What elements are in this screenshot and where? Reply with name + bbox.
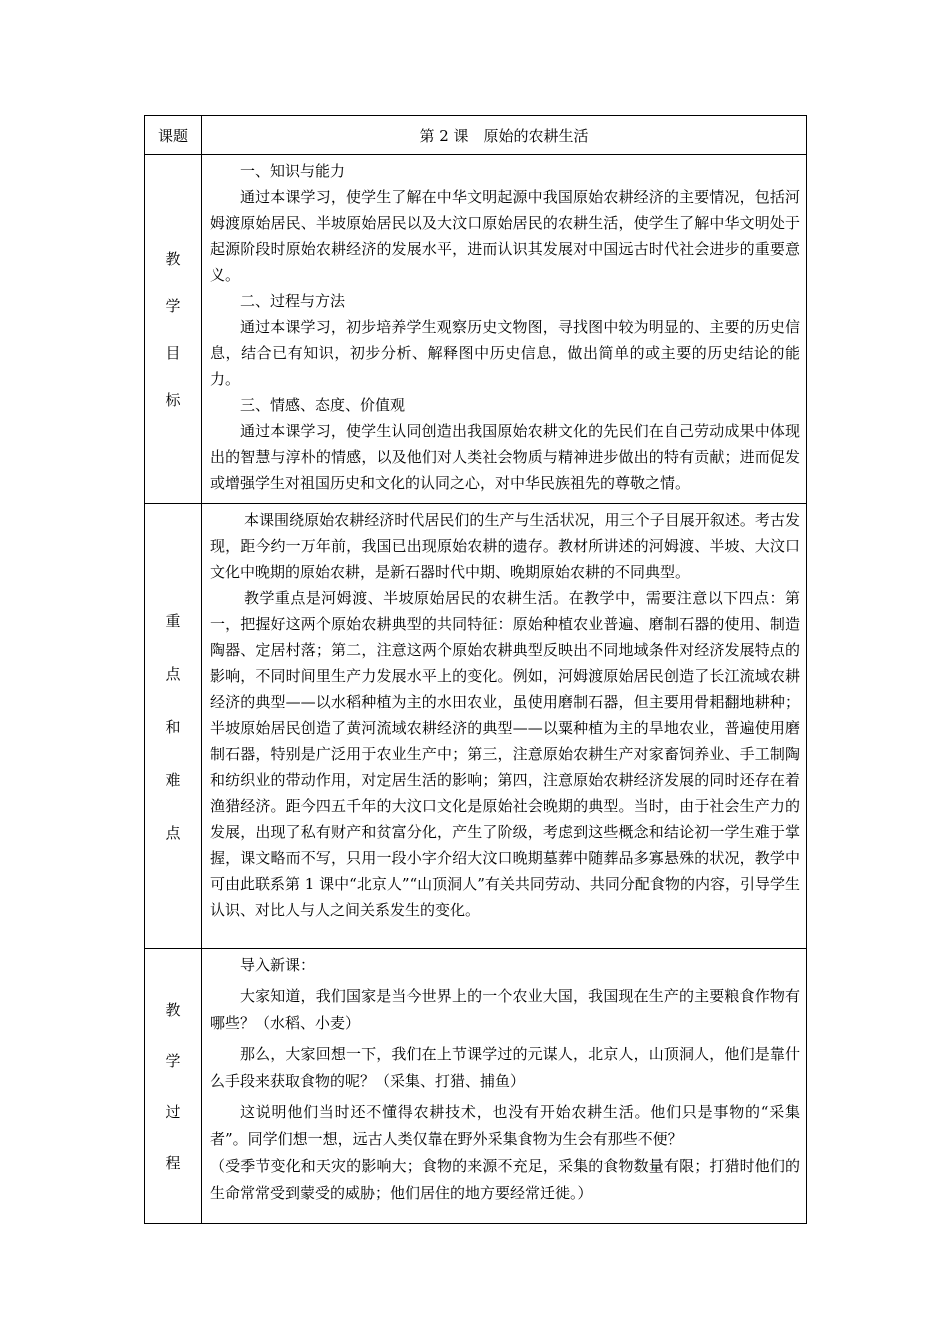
key-points-label-char: 点 bbox=[165, 664, 181, 683]
topic-title: 第 2 课 原始的农耕生活 bbox=[202, 116, 807, 155]
key-points-content bbox=[202, 504, 807, 949]
key-points-label-char: 难 bbox=[165, 770, 181, 789]
process-paragraph: 大家知道，我们国家是当今世界上的一个农业大国，我国现在生产的主要粮食作物有哪些？（水稻、小麦） bbox=[210, 987, 800, 1032]
process-content bbox=[202, 949, 807, 1224]
objectives-row bbox=[145, 155, 807, 504]
key-points-label-char: 和 bbox=[165, 717, 181, 736]
process-paragraph: 那么，大家回想一下，我们在上节课学过的元谋人，北京人，山顶洞人，他们是靠什么手段来获取食物的呢？（采集、打猎、捕鱼） bbox=[210, 1045, 800, 1090]
process-row bbox=[145, 949, 807, 1224]
objectives-paragraph: 通过本课学习，初步培养学生观察历史文物图，寻找图中较为明显的、主要的历史信息，结合已有知识，初步分析、解释图中历史信息，做出简单的或主要的历史结论的能力。 bbox=[210, 318, 800, 388]
objectives-label bbox=[145, 155, 201, 503]
key-points-label-char: 点 bbox=[165, 823, 181, 842]
objectives-paragraph: 通过本课学习，使学生认同创造出我国原始农耕文化的先民们在自己劳动成果中体现出的智慧与淳朴的情感，以及他们对人类社会物质与精神进步做出的特有贡献；进而促发或增强学生对祖国历史和文化的认同之心，对中华民族祖先的尊敬之情。 bbox=[210, 422, 800, 492]
topic-label: 课题 bbox=[145, 116, 202, 155]
objectives-paragraph: 通过本课学习，使学生了解在中华文明起源中我国原始农耕经济的主要情况，包括河姆渡原始居民、半坡原始居民以及大汶口原始居民的农耕生活，使学生了解中华文明处于起源阶段时原始农耕经济的发展水平，进而认识其发展对中国远古时代社会进步的重要意义。 bbox=[210, 188, 800, 284]
process-label-char: 教 bbox=[165, 1001, 181, 1019]
objectives-label-char: 学 bbox=[165, 297, 181, 315]
process-label bbox=[145, 949, 201, 1223]
process-label-char: 程 bbox=[165, 1154, 181, 1172]
process-heading: 导入新课： bbox=[240, 956, 316, 974]
process-label-cell bbox=[145, 949, 202, 1224]
key-points-paragraph: 教学重点是河姆渡、半坡原始居民的农耕生活。在教学中，需要注意以下四点：第一，把握好这两个原始农耕典型的共同特征：原始种植农业普遍、磨制石器的使用、制造陶器、定居村落；第二，注意这两个原始农耕典型反映出不同地域条件对经济发展特点的影响，不同时间里生产力发展水平上的变化。例如，河姆渡原始居民创造了长江流域农耕经济的典型——以水稻种植为主的水田农业，虽使用磨制石器，但主要用骨耜翻地耕种；半坡原始居民创造了黄河流域农耕经济的典型——以粟种植为主的旱地农业，普遍使用磨制石器，特别是广泛用于农业生产中；第三，注意原始农耕生产对家畜饲养业、手工制陶和纺织业的带动作用，对定居生活的影响；第四，注意原始农耕经济发展的同时还存在着渔猎经济。距今四五千年的大汶口文化是原始社会晚期的典型。当时，由于社会生产力的发展，出现了私有财产和贫富分化，产生了阶级，考虑到这些概念和结论初一学生难于掌握，课文略而不写，只用一段小字介绍大汶口晚期墓葬中随葬品多寡悬殊的状况，教学中可由此联系第 1 课中“北京人”“山顶洞人”有关共同劳动、共同分配食物的内容，引导学生认识、对比人与人之间关系发生的变化。 bbox=[210, 589, 800, 919]
process-label-char: 学 bbox=[165, 1052, 181, 1070]
key-points-paragraph: 本课围绕原始农耕经济时代居民们的生产与生活状况，用三个子目展开叙述。考古发现，距今约一万年前，我国已出现原始农耕的遗存。教材所讲述的河姆渡、半坡、大汶口文化中晚期的原始农耕，是新石器时代中期、晚期原始农耕的不同典型。 bbox=[210, 511, 800, 581]
key-points-label-char: 重 bbox=[165, 611, 181, 630]
objectives-content bbox=[202, 155, 807, 504]
key-points-label bbox=[145, 504, 201, 948]
objectives-label-char: 标 bbox=[165, 391, 181, 409]
process-paragraph: 这说明他们当时还不懂得农耕技术，也没有开始农耕生活。他们只是事物的“采集者”。同学们想一想，远古人类仅靠在野外采集食物为生会有那些不便？ bbox=[210, 1103, 800, 1148]
lesson-plan-table bbox=[144, 115, 807, 1224]
process-paragraph: （受季节变化和天灾的影响大；食物的来源不充足，采集的食物数量有限；打猎时他们的生命常常受到蒙受的威胁；他们居住的地方要经常迁徙。） bbox=[210, 1157, 800, 1202]
process-label-char: 过 bbox=[165, 1103, 181, 1121]
topic-row bbox=[145, 116, 807, 155]
objectives-label-char: 目 bbox=[165, 344, 181, 362]
objectives-label-cell bbox=[145, 155, 202, 504]
key-points-row bbox=[145, 504, 807, 949]
objectives-label-char: 教 bbox=[165, 250, 181, 268]
objectives-heading-3: 三、情感、态度、价值观 bbox=[240, 396, 406, 414]
key-points-label-cell bbox=[145, 504, 202, 949]
objectives-heading-2: 二、过程与方法 bbox=[240, 292, 346, 310]
objectives-heading-1: 一、知识与能力 bbox=[240, 162, 346, 180]
